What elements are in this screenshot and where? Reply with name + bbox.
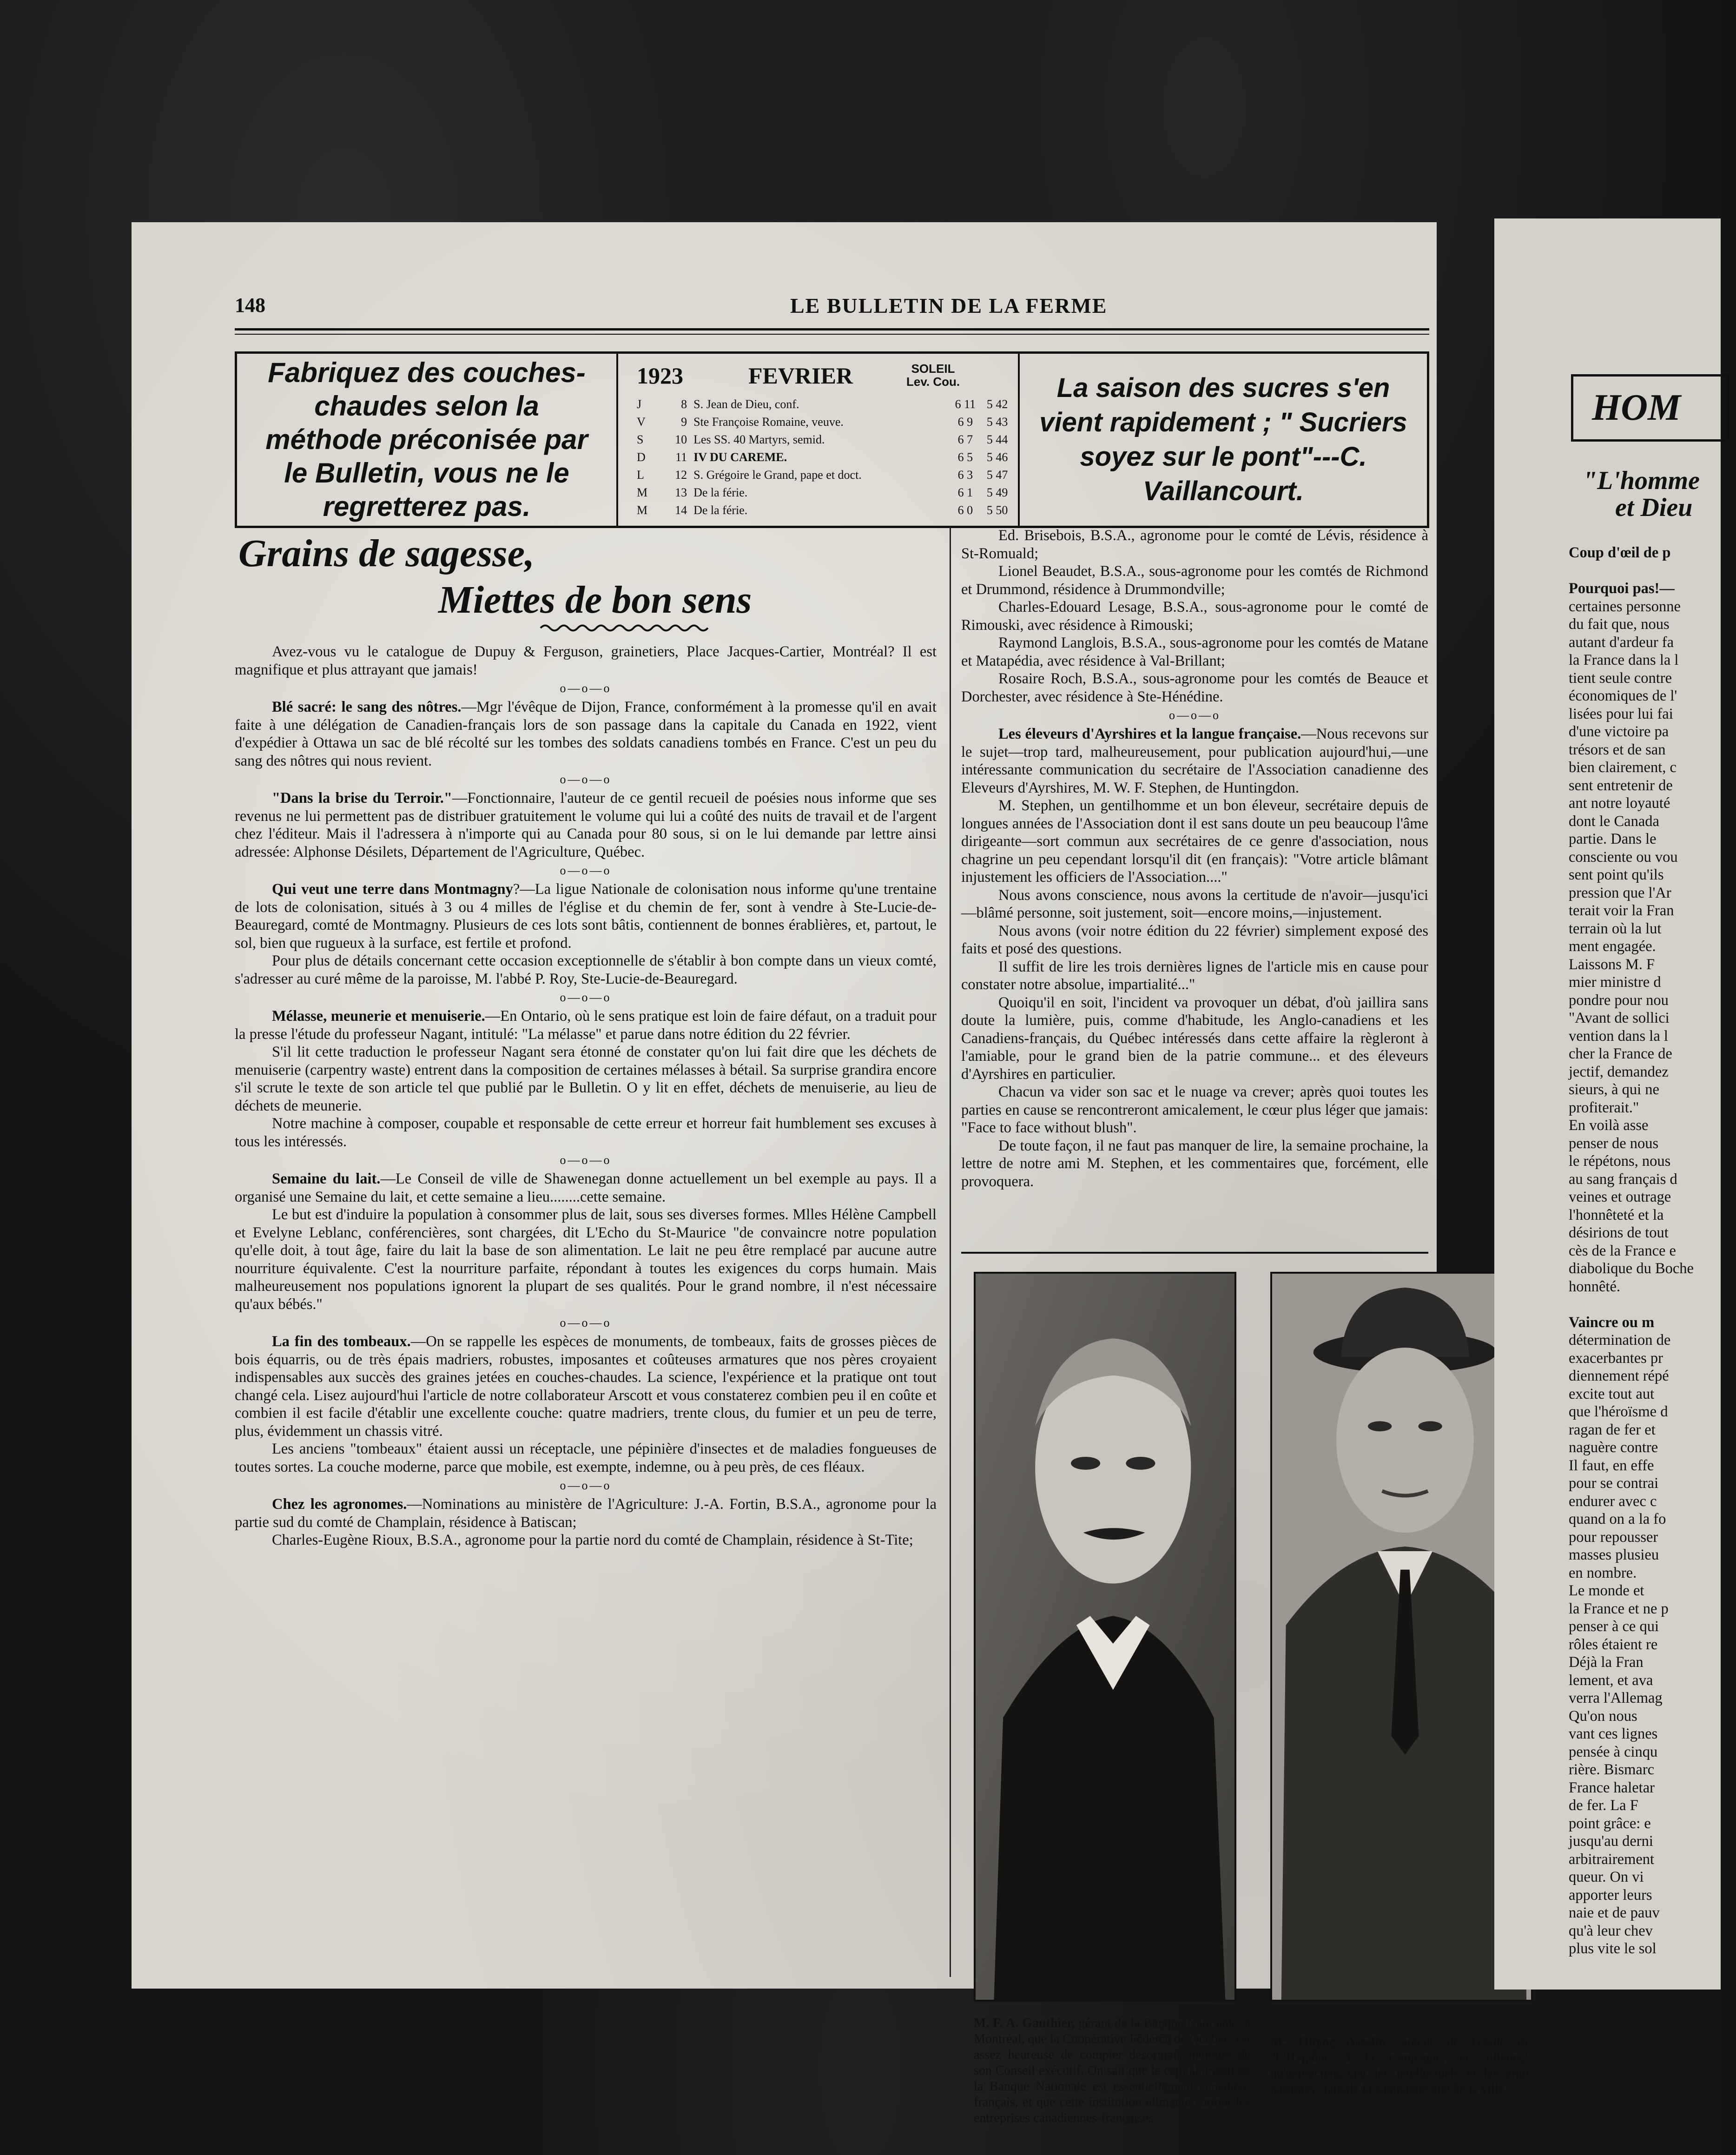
lait-paragraph-2: Le but est d'induire la population à consommer plus de lait, sous ses diverses formes. Mlles Hélène Campbell et Evelyne Leblanc, conférencières, sont chargées, dit L'Echo du St-Maurice "de convaincre notre population qu'elle doit, à tout âge, faire du lait la base de son alimentation. Le lait ne peu être remplacé par aucune autre nourriture équivalente. C'est la nourriture parfaite, répondant à toutes les exigences du corps humain. Mais malheureusement nos populations ignorent la plupart de ses qualités. Pour le grand nombre, il n'est nécessaire qu'aux bébés." <box>235 1206 937 1313</box>
terre-lead: Qui veut une terre dans Montmagny <box>272 881 513 898</box>
calendar-date: 9 <box>681 415 687 429</box>
caption-asselin-text: auteur de l'étude de "L'Hygiène à la campagne, et ailleurs," qu'apprécient tant les intellectuels et les vrais patriotes', tant de la campagne que de la ville. <box>1270 2035 1531 2096</box>
article-title-line1: Grains de sagesse, <box>238 532 535 575</box>
adjacent-line: consciente ou vou <box>1569 848 1678 866</box>
calendar-month: FEVRIER <box>748 363 853 389</box>
agronome-brisebois: Ed. Brisebois, B.S.A., agronome pour le comté de Lévis, résidence à St-Romuald; <box>961 527 1428 562</box>
adjacent-line: honnêté. <box>1569 1278 1621 1295</box>
adjacent-line: vention dans la l <box>1569 1027 1668 1044</box>
calendar-sun-header <box>906 362 960 388</box>
lait-paragraph <box>235 1170 937 1206</box>
adjacent-line: pour se contrai <box>1569 1475 1659 1492</box>
calendar-row <box>637 466 1013 484</box>
calendar-day: J <box>637 397 642 411</box>
adjacent-line: Pourquoi pas!— <box>1569 580 1675 597</box>
tombeaux-paragraph <box>235 1333 937 1440</box>
adjacent-line: cès de la France e <box>1569 1242 1676 1259</box>
eleveurs-paragraph-3: Nous avons conscience, nous avons la certitude de n'avoir—jusqu'ici—blâmé personne, soit justement, soit—encore moins,—injustement. <box>961 886 1428 921</box>
calendar-saint: IV DU CAREME. <box>693 450 787 464</box>
adjacent-line: la France dans la l <box>1569 652 1679 668</box>
adjacent-line: plus vite le sol <box>1569 1940 1657 1957</box>
calendar-row <box>637 502 1013 519</box>
tombeaux-lead: La fin des tombeaux. <box>272 1333 411 1350</box>
calendar-date: 8 <box>681 397 687 411</box>
calendar-date: 14 <box>675 503 687 517</box>
adjacent-line: mier ministre d <box>1569 974 1661 991</box>
separator: o—o—o <box>560 991 612 1004</box>
agronomes-paragraph <box>235 1495 937 1531</box>
adjacent-line: pression que l'Ar <box>1569 884 1671 901</box>
adjacent-line: endurer avec c <box>1569 1493 1657 1510</box>
adjacent-line: bien clairement, c <box>1569 759 1677 776</box>
agronome-langlois: Raymond Langlois, B.S.A., sous-agronome pour les comtés de Matane et Matapédia, avec résidence à Val-Brillant; <box>961 635 1428 669</box>
adjacent-line: Laissons M. F <box>1569 956 1655 973</box>
adjacent-line: Il faut, en effe <box>1569 1457 1654 1474</box>
adjacent-line: détermination de <box>1569 1332 1671 1349</box>
agronome-roch: Rosaire Roch, B.S.A., sous-agronome pour les comtés de Beauce et Dorchester, avec résidence à Ste-Hénédine. <box>961 670 1428 705</box>
cou-label: Cou. <box>933 375 960 389</box>
calendar-row <box>637 484 1013 502</box>
adjacent-line: "Avant de sollici <box>1569 1010 1670 1026</box>
adjacent-line: diabolique du Boche <box>1569 1260 1694 1277</box>
adjacent-line: économiques de l' <box>1569 687 1677 704</box>
adjacent-line: ment engagée. <box>1569 938 1656 955</box>
caption-asselin-name: M. Olivar Asselin, <box>1270 2035 1389 2049</box>
article-column-1 <box>235 643 937 1972</box>
adjacent-line: jusqu'au derni <box>1569 1833 1653 1850</box>
agronomes-text: —Nominations au ministère de l'Agriculture: J.-A. Fortin, B.S.A., agronome pour la partie sud du comté de Champlain, résidence à Batiscan; <box>235 1496 937 1531</box>
sunset-time: 5 50 <box>986 503 1008 517</box>
calendar-saint: De la férie. <box>693 486 748 499</box>
melasse-lead: Mélasse, meunerie et menuiserie. <box>272 1008 485 1025</box>
adjacent-line: terait voir la Fran <box>1569 902 1674 919</box>
running-header <box>235 293 1429 321</box>
calendar-saint: Les SS. 40 Martyrs, semid. <box>693 433 825 446</box>
melasse-paragraph <box>235 1007 937 1043</box>
sunrise-time: 6 11 <box>955 397 976 411</box>
adjacent-line: qu'à leur chev <box>1569 1922 1653 1939</box>
adjacent-line: pondre pour nou <box>1569 992 1669 1009</box>
adjacent-line: la France et ne p <box>1569 1600 1669 1617</box>
eleveurs-paragraph-2: M. Stephen, un gentilhomme et un bon éleveur, secrétaire depuis de longues années de l'Association dont il est sans doute un peu beaucoup l'âme dirigeante—sort commun aux secrétaires de ce genre d'association, nous chagrine un peu cependant lorsqu'il dit (en français): "Votre article blâmant injustement les officiers de l'Association...." <box>961 797 1428 886</box>
calendar-row <box>637 449 1013 466</box>
top-banner <box>235 351 1429 528</box>
terre-text: ?—La ligue Nationale de colonisation nous informe qu'une trentaine de lots de colonisation, situés à 3 ou 4 milles de l'église et du chemin de fer, sont à vendre à Ste-Lucie-de-Beauregard, comté de Montmagny. Plusieurs de ces lots sont bâtis, contiennent de bonnes érablières, et, partout, le sol, bien que rugueux à la surface, est fertile et profond. <box>235 881 937 952</box>
calendar-saint: S. Grégoire le Grand, pape et doct. <box>693 468 862 482</box>
adjacent-line: pour repousser <box>1569 1528 1658 1546</box>
separator: o—o—o <box>560 773 612 786</box>
adjacent-line: certaines personne <box>1569 598 1681 615</box>
calendar-day: D <box>637 450 646 464</box>
separator: o—o—o <box>560 1153 612 1167</box>
adjacent-line: excite tout aut <box>1569 1385 1655 1402</box>
eleveurs-lead: Les éleveurs d'Ayrshires et la langue française. <box>998 726 1301 742</box>
adjacent-line: lement, et ava <box>1569 1672 1653 1689</box>
calendar-saint: S. Jean de Dieu, conf. <box>693 397 799 411</box>
sunrise-time: 6 7 <box>957 433 973 446</box>
adjacent-line: point grâce: e <box>1569 1815 1651 1832</box>
adjacent-line: naguère contre <box>1569 1439 1658 1456</box>
adjacent-line: rière. Bismarc <box>1569 1761 1655 1778</box>
caption-gauthier-text: gérant de la Banque Nationale, à Montréal, que la Coopérative Fédérée de Québec, est assez heureuse de compter désormais membre de son Conseil exécutif. On sait que le capital argent de la Banque Nationale est essentiellement canadien-français, et que cette institution alimente surtout les entreprises canadiennes-françaises. <box>974 2016 1250 2125</box>
terre-paragraph <box>235 880 937 952</box>
section-rule <box>961 1252 1428 1254</box>
sunset-time: 5 46 <box>986 450 1008 464</box>
newspaper-page <box>132 222 1531 2125</box>
adjacent-line: de fer. La F <box>1569 1797 1638 1814</box>
adjacent-line: sieurs, à qui ne <box>1569 1081 1659 1098</box>
article-column-2 <box>961 527 1428 1212</box>
adjacent-line: En voilà asse <box>1569 1117 1649 1134</box>
calendar-day: M <box>637 486 648 499</box>
caption-asselin <box>1270 2034 1531 2097</box>
adjacent-line <box>1569 562 1736 580</box>
tombeaux-paragraph-2: Les anciens "tombeaux" étaient aussi un réceptacle, une pépinière d'insectes et de maladies fongueuses de toutes sortes. La couche moderne, parce que mobile, est exempte, indemne, ou à peu près, de ces fléaux. <box>235 1441 937 1475</box>
adjacent-line: le répétons, nous <box>1569 1153 1671 1170</box>
eleveurs-paragraph-5: Il suffit de lire les trois dernières lignes de l'article mis en cause pour constater notre absolue, impartialité..." <box>961 958 1428 993</box>
sunrise-time: 6 5 <box>957 450 973 464</box>
publication-title: LE BULLETIN DE LA FERME <box>790 294 1108 317</box>
separator: o—o—o <box>560 864 612 877</box>
brise-text: —Fonctionnaire, l'auteur de ce gentil recueil de poésies nous informe que ses revenus ne lui permettent pas de distribuer gratuitement le volume qui lui a coûté des nuits de travail et de l'argent chez l'éditeur. Mais il l'adressera à n'importe qui au Canada pour 80 sous, si on le lui demande par lettre ainsi adressée: Alphonse Désilets, Département de l'Agriculture, Québec. <box>235 790 937 860</box>
header-rule <box>235 328 1429 331</box>
calendar-saint: Ste Françoise Romaine, veuve. <box>693 415 844 429</box>
calendar-row <box>637 396 1013 413</box>
calendar-saint: De la férie. <box>693 503 748 517</box>
adjacent-column <box>1569 544 1736 1958</box>
separator: o—o—o <box>560 1479 612 1492</box>
melasse-paragraph-3: Notre machine à composer, coupable et responsable de cette erreur et horreur fait humblement ses excuses à tous les intéressés. <box>235 1115 937 1150</box>
eleveurs-text: —Nous recevons sur le sujet—trop tard, malheureusement, pour publication aujourd'hui,—une intéressante communication du secrétaire de l'Association canadienne des Eleveurs d'Ayrshires, M. W. F. Stephen, de Huntingdon. <box>961 726 1428 796</box>
ble-paragraph <box>235 698 937 770</box>
adjacent-line: d'une victoire pa <box>1569 723 1669 740</box>
promo-left-text: Fabriquez des couches-chaudes selon la méthode préconisée par le Bulletin, vous ne le regretterez pas. <box>265 357 588 522</box>
lait-text: —Le Conseil de ville de Shawenegan donne actuellement un bel exemple au pays. Il a organisé une Semaine du lait, et cette semaine a lieu........cette semaine. <box>235 1170 937 1205</box>
adjacent-line: rôles étaient re <box>1569 1636 1658 1653</box>
article-title-line2: Miettes de bon sens <box>438 578 752 621</box>
header-rule-thin <box>235 334 1429 335</box>
adjacent-line: France haletar <box>1569 1779 1655 1796</box>
tombeaux-text: —On se rappelle les espèces de monuments, de tombeaux, faits de grosses pièces de bois équarris, ou de très épais madriers, robustes, imposantes et coûteuses armatures que nos pères croyaient indispensables aux succès des graines jetées en couches-chaudes. La science, l'expérience et la pratique ont tout changé cela. Lisez aujourd'hui l'article de notre collaborateur Arscott et vous constaterez combien peu il en coûte et combien il est facile d'établir une excellente couche: quatre madriers, trente clous, du fumier et un peu de terre, plus, évidemment un chassis vitré. <box>235 1333 937 1440</box>
adjacent-line: diennement répé <box>1569 1368 1669 1384</box>
brise-lead: "Dans la brise du Terroir." <box>272 790 452 806</box>
adjacent-line: désirions de tout <box>1569 1224 1669 1241</box>
calendar-date: 10 <box>675 433 687 446</box>
sunrise-time: 6 3 <box>957 468 973 482</box>
adjacent-line: dont le Canada <box>1569 813 1659 830</box>
calendar-day: V <box>637 415 646 429</box>
title-ornament <box>541 623 708 633</box>
sunrise-time: 6 0 <box>957 503 973 517</box>
eleveurs-paragraph-6: Quoiqu'il en soit, l'incident va provoquer un débat, d'où jaillira sans doute la lumière, puis, comme d'habitude, les Anglo-canadiens et les Canadiens-français, du Québec intéressés dans cette affaire la règleront à l'amiable, pour le grand bien de la patrie commune... et des éleveurs d'Ayrshires en particulier. <box>961 994 1428 1083</box>
adjacent-line: naie et de pauv <box>1569 1904 1660 1921</box>
adjacent-line: du fait que, nous <box>1569 616 1670 633</box>
adjacent-line: arbitrairement <box>1569 1851 1655 1868</box>
separator: o—o—o <box>1169 708 1221 722</box>
promo-box-left <box>237 354 618 526</box>
adjacent-line: Le monde et <box>1569 1582 1644 1599</box>
sunset-time: 5 44 <box>986 433 1008 446</box>
adjacent-title: HOM <box>1592 387 1681 428</box>
adjacent-line: Vaincre ou m <box>1569 1314 1655 1331</box>
adjacent-line: pensée à cinqu <box>1569 1743 1658 1760</box>
calendar-row <box>637 413 1013 431</box>
adjacent-line: autant d'ardeur fa <box>1569 634 1674 651</box>
adjacent-line: Déjà la Fran <box>1569 1654 1644 1671</box>
adjacent-line: veines et outrage <box>1569 1189 1671 1205</box>
sunset-time: 5 49 <box>986 486 1008 499</box>
agronome-lesage: Charles-Edouard Lesage, B.S.A., sous-agronome pour le comté de Rimouski, avec résidence à Rimouski; <box>961 599 1428 634</box>
calendar-day: S <box>637 433 644 446</box>
column-rule <box>950 527 951 1977</box>
calendar-date: 11 <box>675 450 687 464</box>
adjacent-line: tient seule contre <box>1569 669 1672 687</box>
sunset-time: 5 47 <box>986 468 1008 482</box>
adjacent-line: sent entretenir de <box>1569 777 1673 794</box>
adjacent-line: penser de nous <box>1569 1135 1659 1152</box>
sunrise-time: 6 1 <box>957 486 973 499</box>
agronomes-paragraph-2: Charles-Eugène Rioux, B.S.A., agronome pour la partie nord du comté de Champlain, résidence à St-Tite; <box>272 1532 913 1548</box>
ble-lead: Blé sacré: le sang des nôtres. <box>272 699 462 715</box>
eleveurs-paragraph <box>961 725 1428 797</box>
adjacent-line: Coup d'œil de p <box>1569 544 1671 561</box>
lev-label: Lev. <box>906 375 930 389</box>
adjacent-line: apporter leurs <box>1569 1886 1652 1904</box>
separator: o—o—o <box>560 681 612 695</box>
promo-box-right <box>1018 354 1427 526</box>
calendar-rows <box>637 396 1013 519</box>
adjacent-line: profiterait." <box>1569 1099 1639 1116</box>
caption-gauthier <box>974 2016 1250 2126</box>
adjacent-quote <box>1583 467 1700 521</box>
sunset-time: 5 43 <box>986 415 1008 429</box>
lait-lead: Semaine du lait. <box>272 1170 381 1187</box>
agronomes-lead: Chez les agronomes. <box>272 1496 407 1513</box>
eleveurs-paragraph-4: Nous avons (voir notre édition du 22 février) simplement exposé des faits et posé des questions. <box>961 922 1428 957</box>
adjacent-line: l'honnêteté et la <box>1569 1206 1664 1223</box>
adjacent-line: sent point qu'ils <box>1569 866 1664 883</box>
adjacent-quote-line1: "L'homme <box>1583 466 1700 495</box>
adjacent-page <box>1494 218 1721 1990</box>
calendar-day: M <box>637 503 648 517</box>
page-number: 148 <box>235 294 265 317</box>
eleveurs-paragraph-7: Chacun va vider son sac et le nuage va crever; après quoi toutes les parties en cause se rencontreront amicalement, le cœur plus léger que jamais: "Face to face without blush". <box>961 1084 1428 1136</box>
adjacent-line: terrain où la lut <box>1569 920 1662 937</box>
soleil-label: SOLEIL <box>911 362 955 376</box>
intro-paragraph: Avez-vous vu le catalogue de Dupuy & Ferguson, grainetiers, Place Jacques-Cartier, Montréal? Il est magnifique et plus attrayant que jamais! <box>235 643 937 678</box>
brise-paragraph <box>235 789 937 861</box>
terre-paragraph-2: Pour plus de détails concernant cette occasion exceptionnelle de s'établir à bon compte dans un vieux comté, s'adresser au curé même de la paroisse, M. l'abbé P. Roy, Ste-Lucie-de-Beauregard. <box>235 952 937 987</box>
adjacent-line: masses plusieu <box>1569 1547 1659 1563</box>
adjacent-line: exacerbantes pr <box>1569 1349 1663 1367</box>
adjacent-line: lisées pour lui fai <box>1569 705 1673 722</box>
adjacent-line <box>1569 1296 1736 1314</box>
calendar-date: 13 <box>675 486 687 499</box>
calendar-day: L <box>637 468 644 482</box>
calendar-date: 12 <box>675 468 687 482</box>
separator: o—o—o <box>560 1316 612 1329</box>
sunset-time: 5 42 <box>986 397 1008 411</box>
adjacent-line: penser à ce qui <box>1569 1618 1659 1635</box>
calendar-year: 1923 <box>637 363 683 389</box>
calendar-row <box>637 431 1013 449</box>
ble-text: —Mgr l'évêque de Dijon, France, conformément à la promesse qu'il en avait faite à une délégation de Canadien-français lors de son passage dans la capitale du Canada en 1922, vient d'expédier à Ottawa un sac de blé récolté sur les tombes des soldats canadiens tombés en France. C'est un peu du sang des nôtres qui nous revient. <box>235 699 937 769</box>
adjacent-line: que l'héroïsme d <box>1569 1403 1668 1420</box>
adjacent-line: au sang français d <box>1569 1170 1677 1188</box>
adjacent-line: jectif, demandez <box>1569 1063 1669 1080</box>
adjacent-line: queur. On vi <box>1569 1869 1644 1885</box>
adjacent-quote-line2: et Dieu <box>1615 493 1693 522</box>
adjacent-line: cher la France de <box>1569 1045 1672 1062</box>
portrait-photo-gauthier <box>974 1272 1236 2002</box>
adjacent-line: vant ces lignes <box>1569 1725 1658 1742</box>
adjacent-line: partie. Dans le <box>1569 831 1657 847</box>
calendar-table <box>627 362 1018 520</box>
adjacent-line: quand on a la fo <box>1569 1511 1666 1527</box>
eleveurs-paragraph-8: De toute façon, il ne faut pas manquer de lire, la semaine prochaine, la lettre de notre ami M. Stephen, et les commentaires que, forcément, elle provoquera. <box>961 1137 1428 1190</box>
adjacent-line: Qu'on nous <box>1569 1707 1637 1725</box>
melasse-paragraph-2: S'il lit cette traduction le professeur Nagant sera étonné de constater qu'on lui fait dire que les déchets de menuiserie (carpentry waste) entrent dans la composition de certaines mélasses à bétail. Sa surprise grandira encore s'il scrute le texte de son article tel que publié par le Bulletin. O y lit en effet, déchets de menuiserie, au lieu de déchets de meunerie. <box>235 1044 937 1114</box>
adjacent-line: en nombre. <box>1569 1564 1637 1581</box>
adjacent-line: ragan de fer et <box>1569 1421 1656 1438</box>
caption-gauthier-name: M. F. A. Gauthier, <box>974 2016 1075 2030</box>
agronome-beaudet: Lionel Beaudet, B.S.A., sous-agronome pour les comtés de Richmond et Drummond, résidence à Drummondville; <box>961 563 1428 598</box>
melasse-text: —En Ontario, où le sens pratique est loin de faire défaut, on a traduit pour la presse l'étude du professeur Nagant, intitulé: "La mélasse" et parue dans notre édition du 22 février. <box>235 1008 937 1043</box>
adjacent-line: ant notre loyauté <box>1569 795 1670 812</box>
sunrise-time: 6 9 <box>957 415 973 429</box>
adjacent-line: trésors et de san <box>1569 741 1666 758</box>
portrait-photo-asselin <box>1270 1272 1533 2002</box>
adjacent-line: verra l'Allemag <box>1569 1690 1663 1706</box>
adjacent-title-box <box>1571 374 1729 442</box>
promo-right-text: La saison des sucres s'en vient rapidement ; " Sucriers soyez sur le pont"---C. Vaillancourt. <box>1039 373 1407 506</box>
